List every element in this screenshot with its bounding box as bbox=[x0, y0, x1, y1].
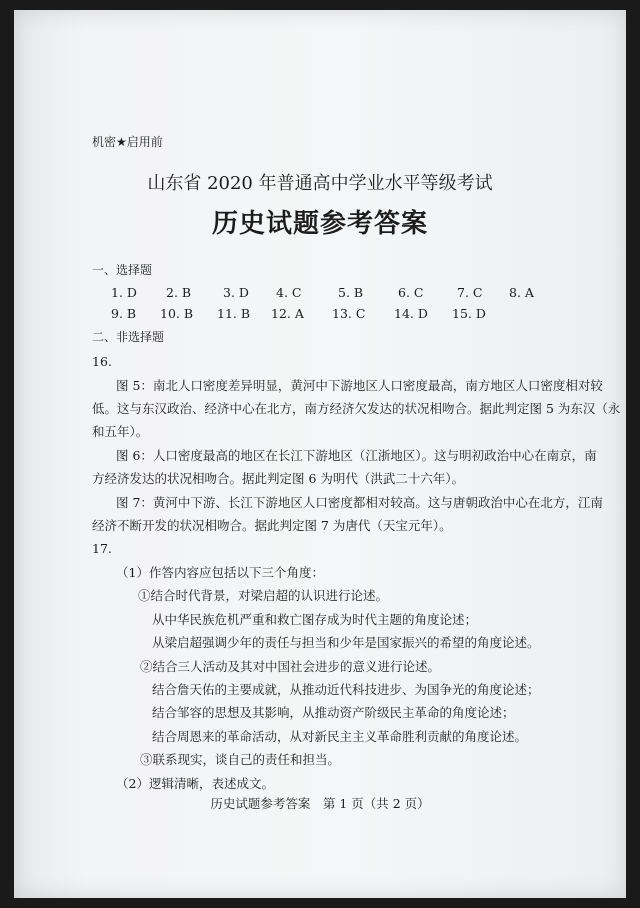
q16-line: 和五年）。 bbox=[92, 424, 149, 439]
answer-item: 11. B bbox=[217, 306, 251, 321]
exam-title: 山东省 2020 年普通高中学业水平等级考试 bbox=[147, 173, 493, 194]
answer-item: 3. D bbox=[223, 285, 249, 300]
question-number-17: 17. bbox=[92, 541, 112, 556]
answer-item: 2. B bbox=[166, 285, 192, 300]
question-number-16: 16. bbox=[92, 354, 112, 369]
answer-item: 15. D bbox=[452, 306, 486, 321]
q17-line: ②结合三人活动及其对中国社会进步的意义进行论述。 bbox=[140, 659, 441, 674]
answer-sheet-page bbox=[14, 10, 626, 898]
answer-item: 1. D bbox=[111, 285, 137, 300]
answer-item: 5. B bbox=[338, 285, 364, 300]
q17-line: （2）逻辑清晰，表述成文。 bbox=[116, 776, 274, 791]
page-footer: 历史试题参考答案 第 1 页（共 2 页） bbox=[210, 796, 430, 811]
answer-item: 12. A bbox=[271, 306, 304, 321]
q16-line: 图 6：人口密度最高的地区在长江下游地区（江浙地区）。这与明初政治中心在南京，南 bbox=[116, 448, 597, 463]
q17-line: （1）作答内容应包括以下三个角度： bbox=[116, 565, 324, 580]
answer-item: 13. C bbox=[332, 306, 366, 321]
q17-line: 从梁启超强调少年的责任与担当和少年是国家振兴的希望的角度论述。 bbox=[152, 635, 540, 650]
q16-line: 低。这与东汉政治、经济中心在北方，南方经济欠发达的状况相吻合。据此判定图 5 为东汉（永 bbox=[92, 401, 621, 416]
q17-line: 从中华民族危机严重和救亡图存成为时代主题的角度论述； bbox=[152, 612, 478, 627]
q17-line: ③联系现实，谈自己的责任和担当。 bbox=[140, 752, 341, 767]
section-heading-multiple-choice: 一、选择题 bbox=[92, 263, 153, 277]
answer-item: 8. A bbox=[509, 285, 534, 300]
q16-line: 方经济发达的状况相吻合。据此判定图 6 为明代（洪武二十六年）。 bbox=[92, 471, 465, 486]
q17-line: ①结合时代背景，对梁启超的认识进行论述。 bbox=[138, 588, 389, 603]
q16-line: 经济不断开发的状况相吻合。据此判定图 7 为唐代（天宝元年）。 bbox=[92, 518, 452, 533]
q17-line: 结合邹容的思想及其影响，从推动资产阶级民主革命的角度论述； bbox=[152, 705, 515, 720]
answer-item: 14. D bbox=[394, 306, 428, 321]
page-title: 历史试题参考答案 bbox=[211, 209, 428, 239]
q16-line: 图 7：黄河中下游、长江下游地区人口密度都相对较高。这与唐朝政治中心在北方，江南 bbox=[116, 495, 603, 510]
section-heading-non-choice: 二、非选择题 bbox=[92, 330, 165, 344]
answer-item: 9. B bbox=[111, 306, 137, 321]
q17-line: 结合詹天佑的主要成就，从推动近代科技进步、为国争光的角度论述； bbox=[152, 682, 540, 697]
q16-line: 图 5：南北人口密度差异明显，黄河中下游地区人口密度最高，南方地区人口密度相对较 bbox=[116, 378, 603, 393]
q17-line: 结合周恩来的革命活动，从对新民主主义革命胜利贡献的角度论述。 bbox=[152, 729, 528, 744]
answer-item: 10. B bbox=[160, 306, 194, 321]
answer-item: 7. C bbox=[457, 285, 483, 300]
answer-item: 6. C bbox=[398, 285, 424, 300]
confidential-label: 机密★启用前 bbox=[92, 135, 163, 149]
answer-item: 4. C bbox=[276, 285, 302, 300]
